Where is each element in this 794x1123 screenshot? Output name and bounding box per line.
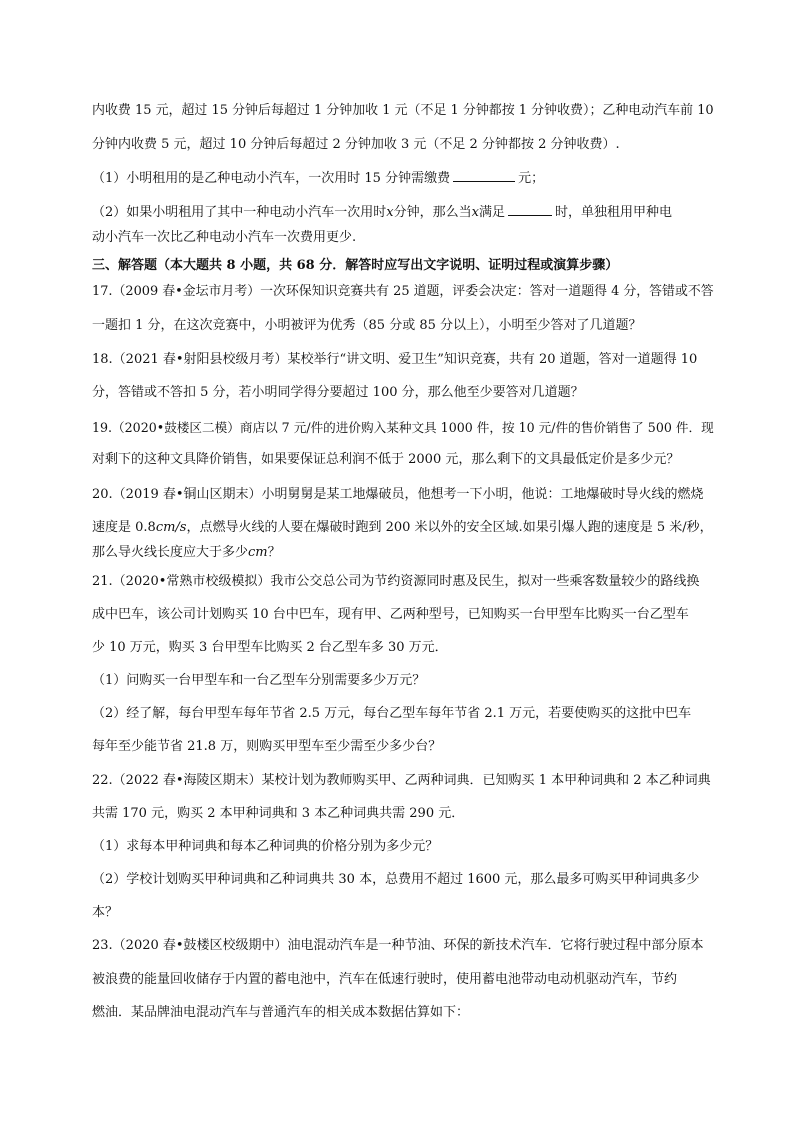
intro-subquestion-1 — [92, 168, 544, 188]
section-heading: 三、解答题（本大题共 8 小题，共 68 分．解答时应写出文字说明、证明过程或演算步骤） — [92, 258, 619, 273]
q21-subquestion-2: （2）经了解，每台甲型车每年节省 2.5 万元，每台乙型车每年节省 2.1 万元，若要使购买的这批中巴车 — [92, 706, 692, 721]
text: ？ — [267, 545, 281, 560]
text: 时，单独租用甲种电 — [555, 205, 673, 220]
q22-subquestion-1: （1）求每本甲种词典和每本乙种词典的价格分别为多少元？ — [92, 839, 439, 854]
q20-line-2 — [92, 518, 713, 538]
text: 满足 — [478, 205, 505, 220]
text: 动小汽车一次比乙种电动小汽车一次费用更少. — [92, 230, 357, 245]
answer-blank — [453, 168, 515, 182]
answer-blank — [508, 202, 552, 216]
q17-line-1: 17.（2009 春•金坛市月考）一次环保知识竞赛共有 25 道题，评委会决定：答对一道题得 4 分，答错或不答 — [92, 284, 714, 299]
text: （1）小明租用的是乙种电动小汽车，一次用时 15 分钟需缴费 — [92, 171, 451, 186]
variable: x — [386, 205, 394, 220]
q18-line-1: 18.（2021 春•射阳县校级月考）某校举行“讲文明、爱卫生”知识竞赛，共有 20 道题，答对一道题得 10 — [92, 352, 698, 367]
q21-subquestion-1: （1）问购买一台甲型车和一台乙型车分别需要多少万元？ — [92, 673, 426, 688]
text: 分钟，那么当 — [393, 205, 472, 220]
q23-line-2: 被浪费的能量回收储存于内置的蓄电池中，汽车在低速行驶时，使用蓄电池带动电动机驱动汽车，节约 — [92, 972, 678, 987]
q22-subquestion-2: （2）学校计划购买甲种词典和乙种词典共 30 本，总费用不超过 1600 元，那么最多可购买甲种词典多少 — [92, 872, 700, 887]
unit: cm/s — [155, 520, 187, 535]
q21-subquestion-2-line-2: 每年至少能节省 21.8 万，则购买甲型车至少需至少多少台？ — [92, 739, 442, 754]
q22-line-2: 共需 170 元，购买 2 本甲种词典和 3 本乙种词典共需 290 元． — [92, 806, 465, 821]
intro-line-2 — [92, 135, 620, 155]
q22-subquestion-2-line-2: 本？ — [92, 905, 119, 920]
text: 那么导火线长度应大于多少 — [92, 545, 249, 560]
q23-line-3: 燃油．某品牌油电混动汽车与普通汽车的相关成本数据估算如下： — [92, 1005, 470, 1020]
q19-line-1: 19.（2020•鼓楼区二模）商店以 7 元/件的进价购入某种文具 1000 件，按 10 元/件的售价销售了 500 件．现 — [92, 420, 714, 435]
q19-line-2: 对剩下的这种文具降价销售，如果要保证总利润不低于 2000 元，那么剩下的文具最低定价是多少元？ — [92, 452, 680, 467]
q20-line-1: 20.（2019 春•铜山区期末）小明舅舅是某工地爆破员，他想考一下小明，他说：工地爆破时导火线的燃烧 — [92, 487, 704, 502]
q21-line-3: 少 10 万元，购买 3 台甲型车比购买 2 台乙型车多 30 万元． — [92, 640, 448, 655]
intro-line-1 — [92, 101, 714, 121]
variable: x — [471, 205, 479, 220]
text: 内收费 15 元，超过 15 分钟后每超过 1 分钟加收 1 元（不足 1 分钟都按 1 分钟收费）；乙种电动汽车前 10 — [92, 103, 714, 118]
text: 元； — [518, 171, 545, 186]
text: 分钟内收费 5 元，超过 10 分钟后每超过 2 分钟加收 3 元（不足 2 分钟都按 2 分钟收费）. — [92, 137, 620, 152]
q21-line-2: 成中巴车，该公司计划购买 10 台中巴车，现有甲、乙两种型号，已知购买一台甲型车比购买一台乙型车 — [92, 607, 689, 622]
q22-line-1: 22.（2022 春•海陵区期末）某校计划为教师购买甲、乙两种词典．已知购买 1 本甲种词典和 2 本乙种词典 — [92, 773, 711, 788]
q18-line-2: 分，答错或不答扣 5 分，若小明同学得分要超过 100 分，那么他至少要答对几道题？ — [92, 385, 584, 400]
text: ，点燃导火线的人要在爆破时跑到 200 米以外的安全区域.如果引爆人跑的速度是 5 米/秒， — [186, 520, 713, 535]
q21-line-1: 21.（2020•常熟市校级模拟）我市公交总公司为节约资源同时惠及民生，拟对一些乘客数量较少的路线换 — [92, 574, 700, 589]
intro-subquestion-2 — [92, 202, 672, 222]
q17-line-2: 一题扣 1 分，在这次竞赛中，小明被评为优秀（85 分或 85 分以上），小明至少答对了几道题？ — [92, 318, 642, 333]
text: 速度是 0.8 — [92, 520, 156, 535]
q20-line-3 — [92, 543, 281, 563]
intro-subquestion-2-line-2 — [92, 228, 356, 248]
text: （2）如果小明租用了其中一种电动小汽车一次用时 — [92, 205, 387, 220]
q23-line-1: 23.（2020 春•鼓楼区校级期中）油电混动汽车是一种节油、环保的新技术汽车．它将行驶过程中部分原本 — [92, 938, 704, 953]
unit: cm — [248, 545, 268, 560]
